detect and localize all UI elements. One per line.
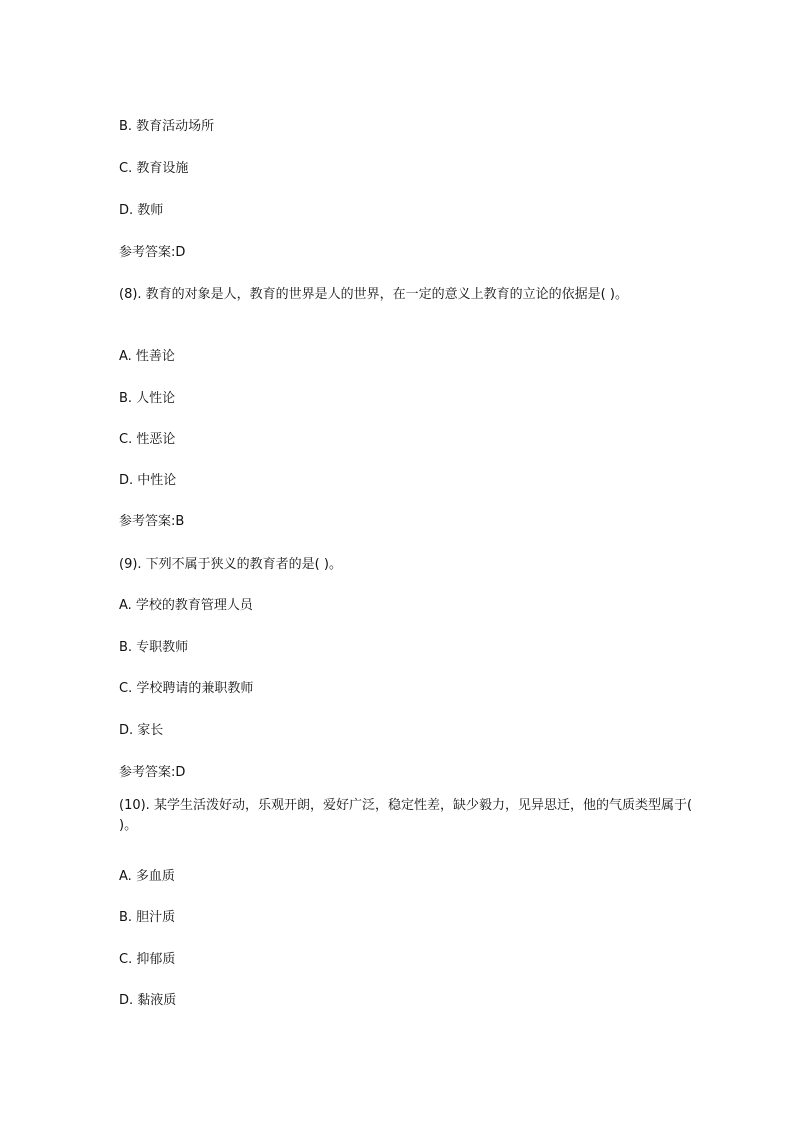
option-a: A. 学校的教育管理人员 xyxy=(119,598,253,613)
option-a: A. 性善论 xyxy=(119,349,175,364)
option-c: C. 学校聘请的兼职教师 xyxy=(119,681,254,696)
option-d: D. 黏液质 xyxy=(119,993,177,1008)
option-b: B. 人性论 xyxy=(119,391,176,406)
option-b: B. 专职教师 xyxy=(119,640,189,655)
option-d: D. 教师 xyxy=(119,203,164,218)
option-d: D. 中性论 xyxy=(119,473,177,488)
option-c: C. 性恶论 xyxy=(119,432,176,447)
option-d: D. 家长 xyxy=(119,723,164,738)
question-8: (8). 教育的对象是人，教育的世界是人的世界，在一定的意义上教育的立论的依据是( )。 xyxy=(119,287,628,302)
reference-answer: 参考答案:D xyxy=(119,765,186,780)
reference-answer: 参考答案:B xyxy=(119,514,185,529)
option-b: B. 胆汁质 xyxy=(119,910,176,925)
question-9: (9). 下列不属于狭义的教育者的是( )。 xyxy=(119,557,342,572)
option-b: B. 教育活动场所 xyxy=(119,119,215,134)
option-c: C. 教育设施 xyxy=(119,161,189,176)
question-10: (10). 某学生活泼好动，乐观开朗，爱好广泛，稳定性差，缺少毅力，见异思迁，他的气质类型属于( )。 xyxy=(119,798,693,833)
reference-answer: 参考答案:D xyxy=(119,245,186,260)
option-c: C. 抑郁质 xyxy=(119,952,176,967)
option-a: A. 多血质 xyxy=(119,869,175,884)
